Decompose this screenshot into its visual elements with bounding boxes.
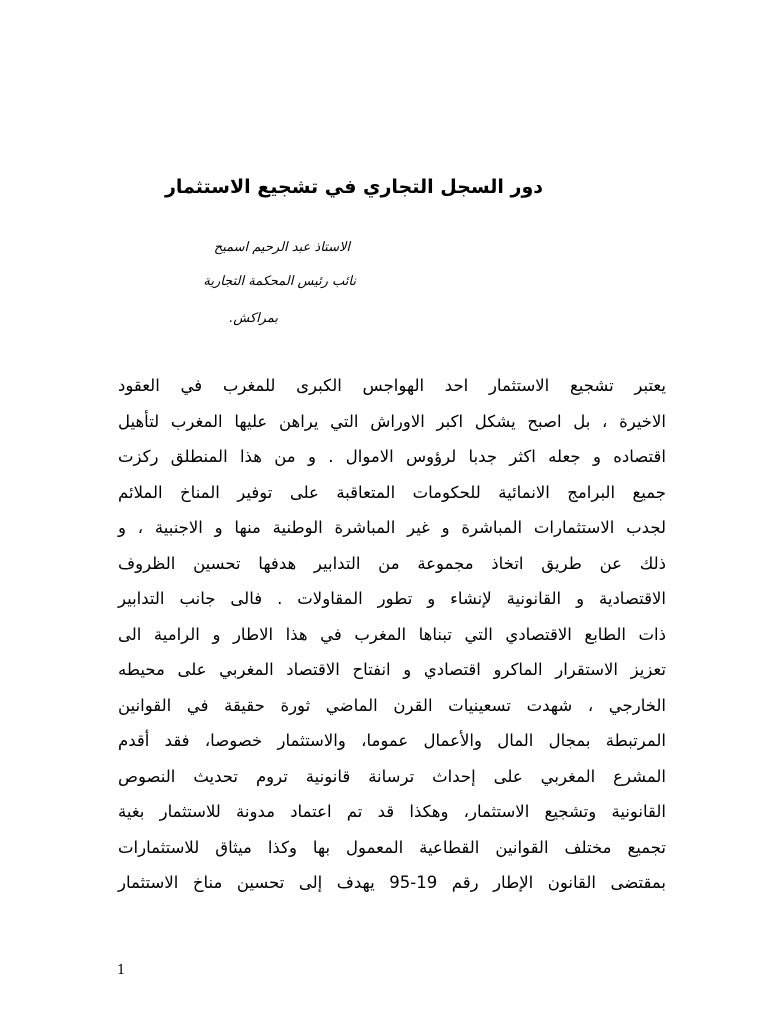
body-line: الاخيرة ، بل اصبح يشكل اكبر الاوراش التي يراهن عليها المغرب لتأهيل xyxy=(118,411,666,431)
document-title: دور السجل التجاري في تشجيع الاستثمار xyxy=(164,176,543,198)
author-position: نائب رئيس المحكمة التجارية xyxy=(203,274,356,289)
body-line: القانونية وتشجيع الاستثمار، وهكذا قد تم اعتماد مدونة للاستثمار بغية xyxy=(118,802,666,821)
body-line: الاقتصادية و القانونية لإنشاء و تطور المقاولات . فالى جانب التدابير xyxy=(118,589,666,608)
body-line: ذات الطابع الاقتصادي التي تبناها المغرب في هذا الاطار و الرامية الى xyxy=(118,624,666,644)
body-line: جميع البرامج الانمائية للحكومات المتعاقبة على توفير المناخ الملائم xyxy=(118,482,666,502)
body-line: المشرع المغربي على إحداث ترسانة قانونية تروم تحديث النصوص xyxy=(118,766,666,786)
page-number: 1 xyxy=(117,963,126,978)
body-line: ذلك عن طريق اتخاذ مجموعة من التدابير هدفها تحسين الظروف xyxy=(118,553,666,573)
body-line: لجدب الاستثمارات المباشرة و غير المباشرة الوطنية منها و الاجنبية ، و xyxy=(118,518,666,537)
body-line: تجميع مختلف القوانين القطاعية المعمول بها وكذا ميثاق للاستثمارات xyxy=(118,837,666,857)
body-paragraph xyxy=(118,368,666,901)
author-name: الاستاذ عبد الرحيم اسميح xyxy=(213,240,350,255)
body-line: يعتبر تشجيع الاستثمار احد الهواجس الكبرى للمغرب في العقود xyxy=(118,376,666,395)
body-line: اقتصاده و جعله اكثر جدبا لرؤوس الاموال . و من هذا المنطلق ركزت xyxy=(118,447,666,466)
body-line: تعزيز الاستقرار الماكرو اقتصادي و انفتاح الاقتصاد المغربي على محيطه xyxy=(118,660,666,679)
body-line: بمقتضى القانون الإطار رقم 19-95 يهدف إلى تحسين مناخ الاستثمار xyxy=(118,873,666,892)
author-city: بمراكش. xyxy=(229,311,278,326)
body-line: المرتبطة بمجال المال والأعمال عموما، والاستثمار خصوصا، فقد أقدم xyxy=(118,731,666,750)
body-line: الخارجي ، شهدت تسعينيات القرن الماضي ثورة حقيقة في القوانين xyxy=(118,695,666,715)
